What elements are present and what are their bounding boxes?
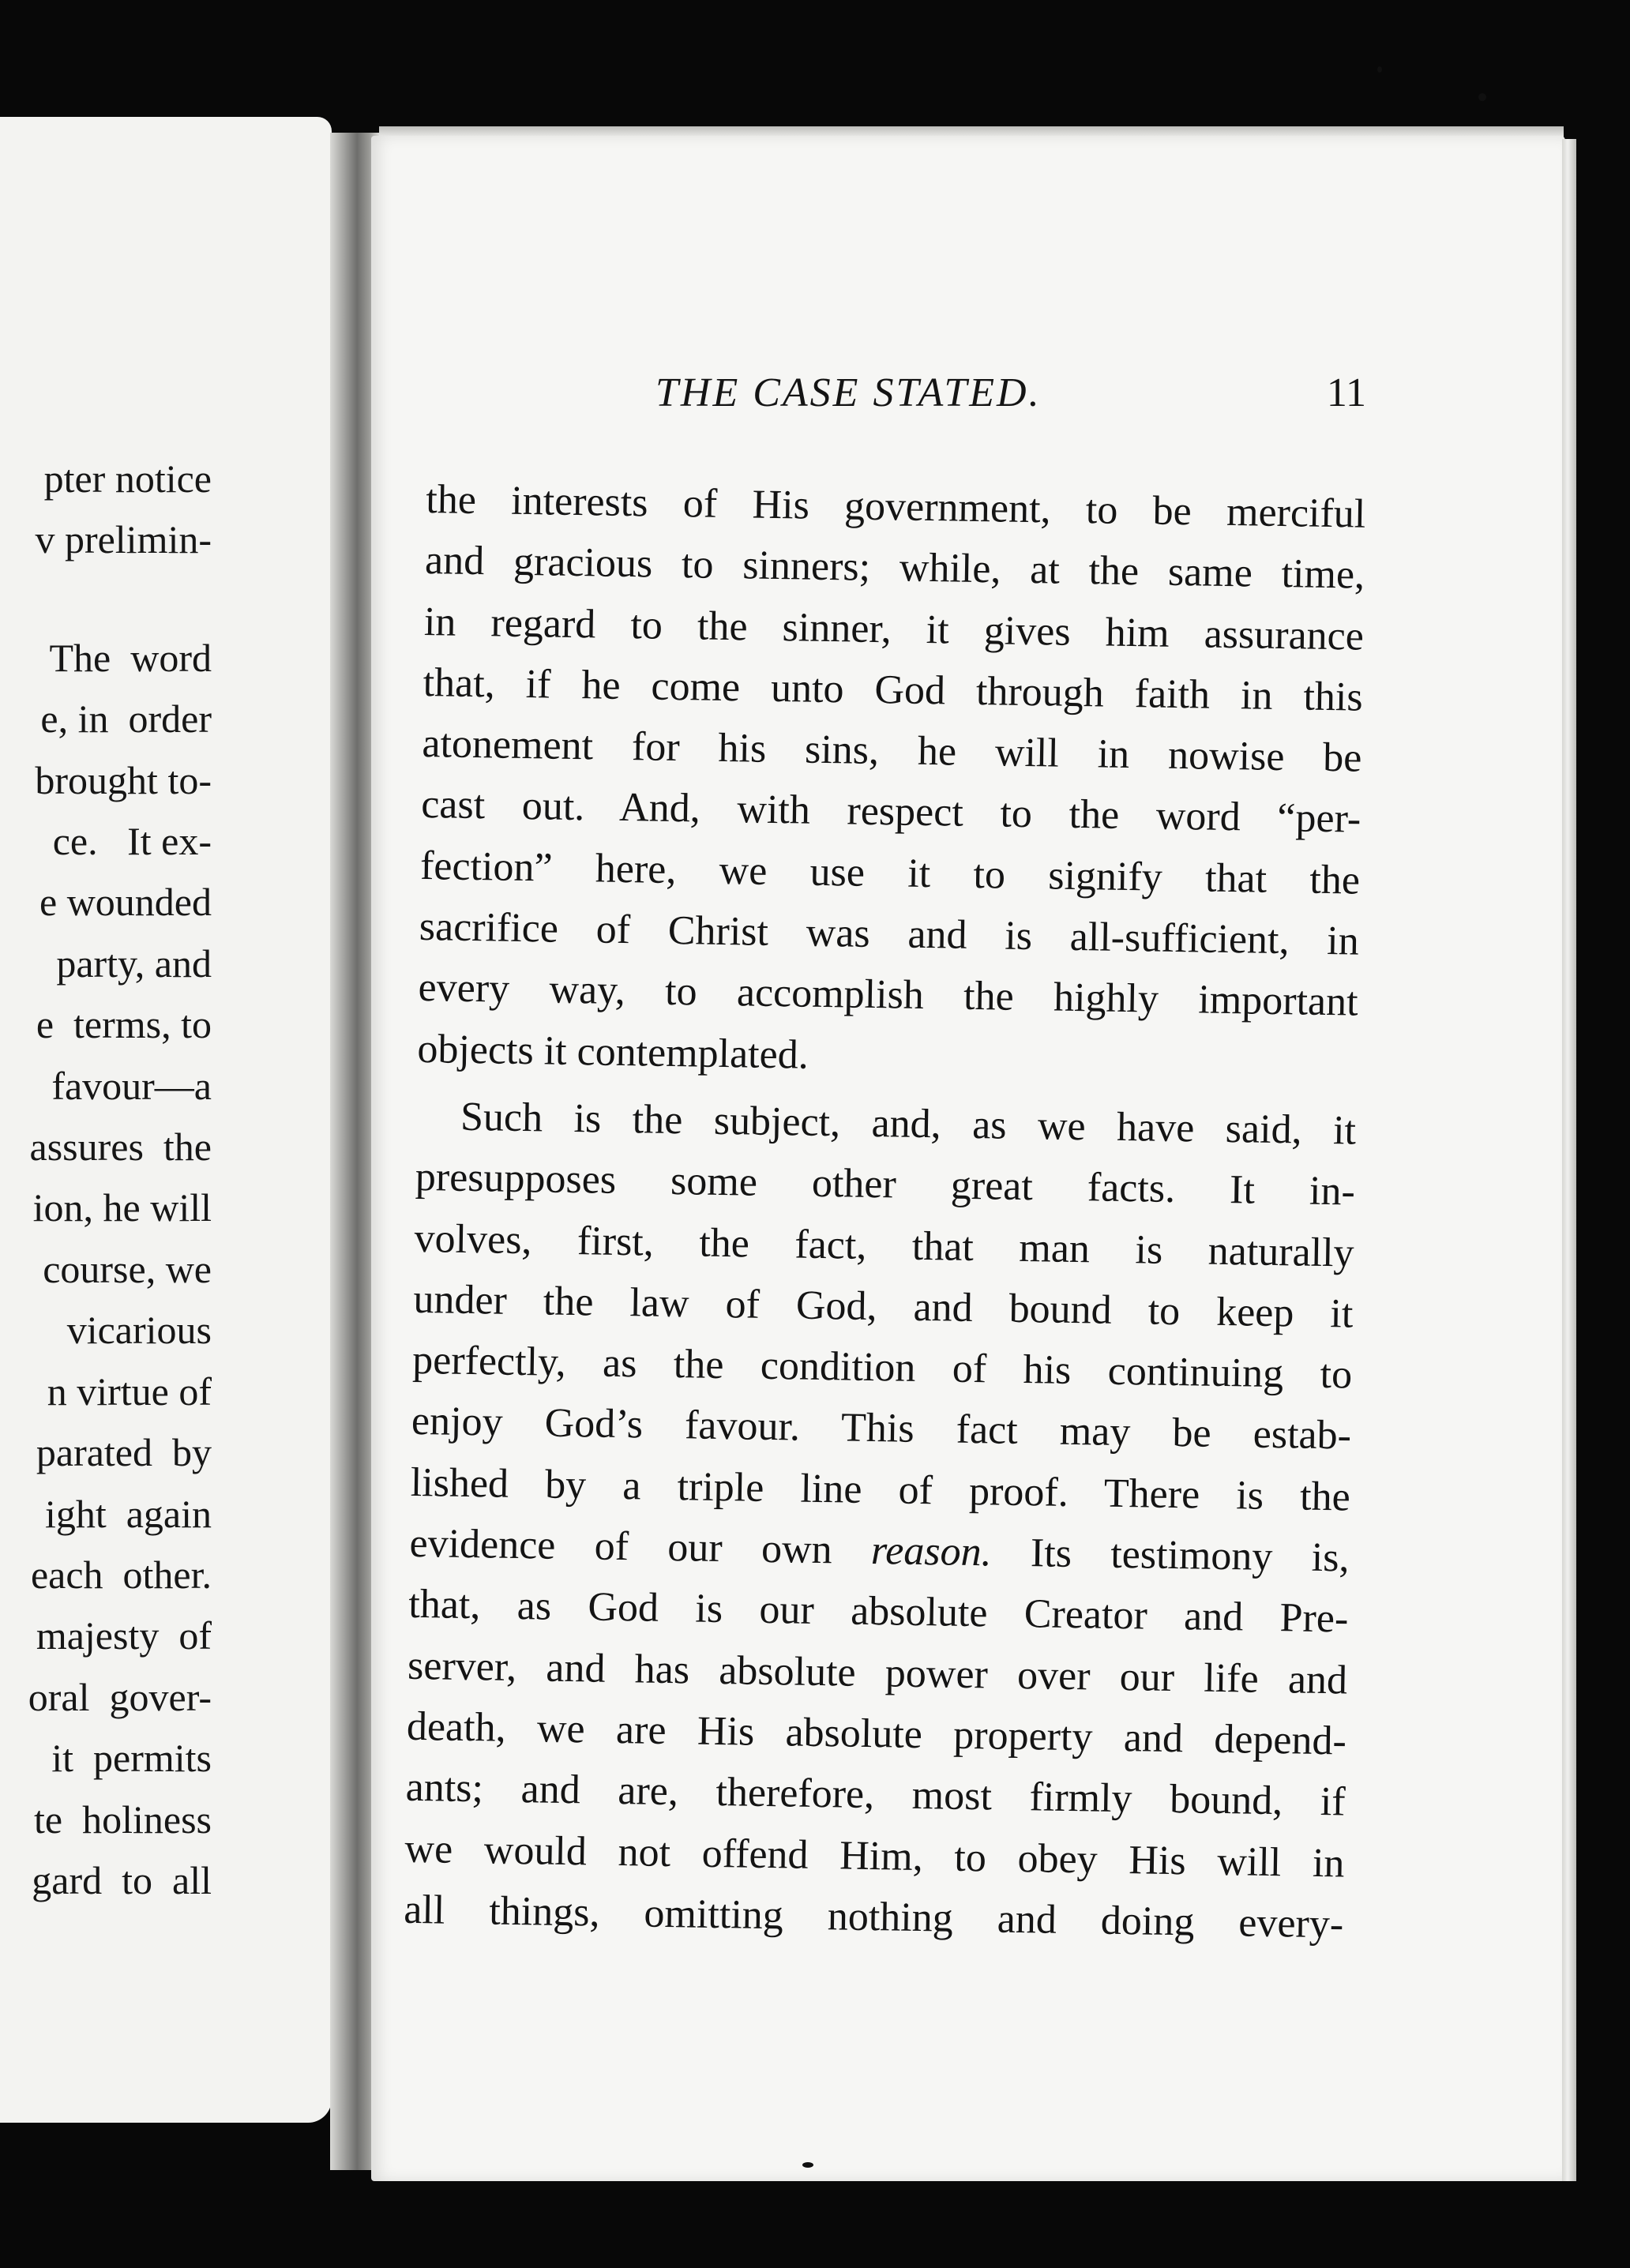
scan-speck xyxy=(802,2162,813,2168)
left-line: oral gover- xyxy=(28,1674,212,1719)
text-line: death, we are His absolute property and depend- xyxy=(406,1703,1347,1764)
italic-word: reason. xyxy=(870,1528,993,1575)
left-line: e terms, to xyxy=(36,1002,212,1047)
left-line: course, we xyxy=(43,1246,212,1291)
text-line: Such is the subject, and, as we have said, it xyxy=(460,1094,1357,1154)
left-page xyxy=(0,117,332,2123)
text-line: that, if he come unto God through faith in this xyxy=(423,659,1364,720)
text-line: and gracious to sinners; while, at the same time, xyxy=(424,538,1365,598)
text-line: ants; and are, therefore, most firmly bound, if xyxy=(405,1765,1346,1825)
left-line: ight again xyxy=(44,1491,212,1536)
left-line: pter notice xyxy=(43,456,212,501)
text-line: enjoy God’s favour. This fact may be estab- xyxy=(411,1399,1352,1459)
text-line: cast out. And, with respect to the word “per- xyxy=(420,782,1361,843)
left-line: it permits xyxy=(51,1736,212,1781)
text-line: the interests of His government, to be merciful xyxy=(425,476,1366,537)
text-line: atonement for his sins, he will in nowise be xyxy=(422,721,1362,781)
text-line: sacrifice of Christ was and is all-sufficient, in xyxy=(419,904,1360,964)
line-start: evidence of our own xyxy=(409,1520,872,1574)
left-line-gap xyxy=(28,571,212,628)
left-line: assures the xyxy=(29,1125,212,1170)
left-line: te holiness xyxy=(34,1797,212,1842)
body-text xyxy=(404,469,1366,1955)
running-head xyxy=(655,370,1366,425)
text-line: every way, to accomplish the highly important xyxy=(418,965,1358,1025)
left-line: v prelimin- xyxy=(35,517,212,562)
left-line: e, in order xyxy=(40,697,212,742)
running-title: THE CASE STATED. xyxy=(655,370,1042,415)
left-line: parated by xyxy=(36,1430,212,1475)
page-number: 11 xyxy=(1326,370,1366,415)
text-line: lished by a triple line of proof. There is the xyxy=(410,1459,1351,1520)
left-page-text-fragments xyxy=(28,449,212,1911)
text-line: objects it contemplated. xyxy=(417,1026,809,1078)
text-line: server, and has absolute power over our life and xyxy=(407,1643,1348,1703)
left-line: party, and xyxy=(56,941,212,986)
left-line: vicarious xyxy=(66,1308,212,1353)
scan-speck xyxy=(1478,93,1486,101)
scan-speck xyxy=(1377,66,1382,73)
line-end: Its testimony is, xyxy=(991,1530,1350,1581)
text-line: fection” here, we use it to signify that the xyxy=(419,843,1361,903)
text-line: perfectly, as the condition of his continuing to xyxy=(411,1338,1353,1398)
left-line: ce. It ex- xyxy=(52,819,212,864)
left-line: e wounded xyxy=(39,880,212,925)
text-line: all things, omitting nothing and doing every- xyxy=(403,1887,1344,1947)
left-line: gard to all xyxy=(32,1857,212,1902)
left-line: majesty of xyxy=(36,1613,212,1658)
left-line: brought to- xyxy=(35,757,212,802)
left-line: ion, he will xyxy=(32,1185,212,1230)
left-line: each other. xyxy=(30,1552,212,1597)
text-line: presupposes some other great facts. It in- xyxy=(415,1155,1356,1215)
left-line: favour—a xyxy=(51,1063,212,1108)
page-fore-edge xyxy=(1562,139,1576,2181)
text-line: we would not offend Him, to obey His will in xyxy=(404,1826,1345,1887)
text-line: under the law of God, and bound to keep it xyxy=(413,1276,1354,1337)
text-line: that, as God is our absolute Creator and Pre- xyxy=(408,1582,1349,1642)
left-line: The word xyxy=(49,635,212,680)
text-line: in regard to the sinner, it gives him assurance xyxy=(423,599,1365,659)
text-line: volves, first, the fact, that man is naturally xyxy=(414,1215,1355,1276)
left-line: n virtue of xyxy=(47,1369,212,1414)
